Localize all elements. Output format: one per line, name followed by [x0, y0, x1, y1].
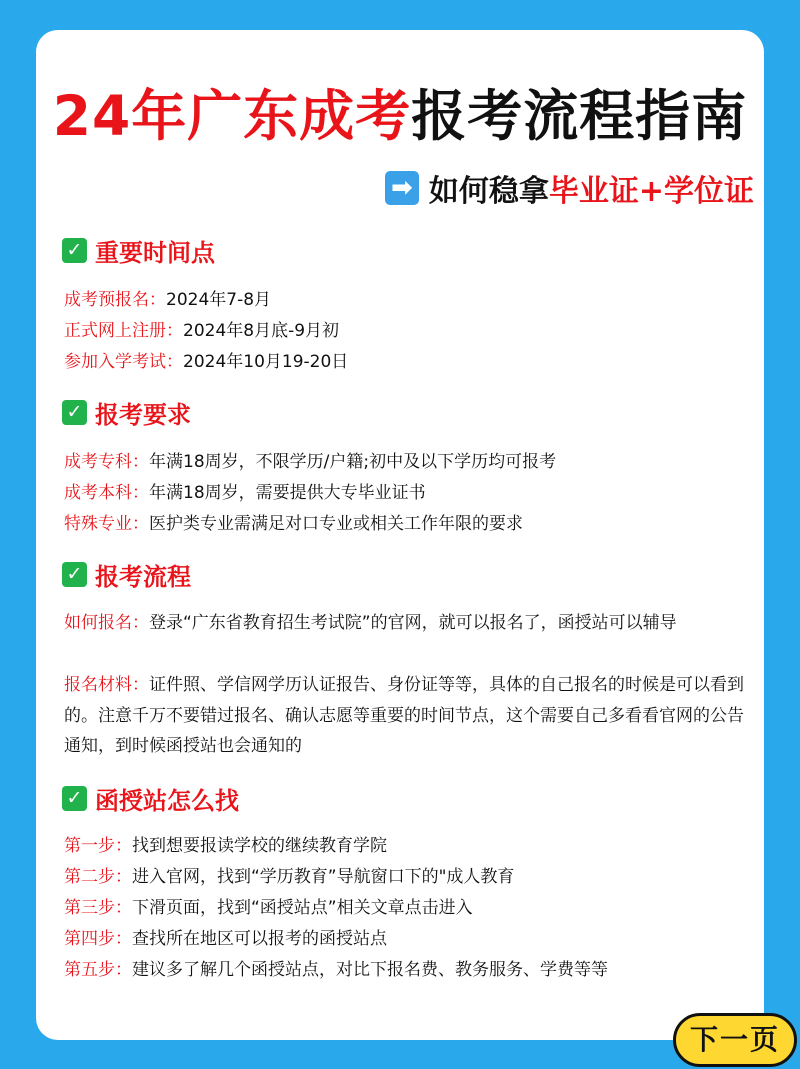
list-item	[64, 316, 744, 347]
list-item	[64, 831, 744, 862]
title-black-part: 报考流程指南	[411, 84, 748, 148]
item-label: 参加入学考试：	[64, 352, 183, 372]
section-heading-process	[62, 557, 191, 591]
item-label: 如何报名：	[64, 613, 149, 633]
list-item	[64, 347, 744, 378]
item-text: 医护类专业需满足对口专业或相关工作年限的要求	[149, 514, 523, 534]
checkmark-icon: ✓	[62, 238, 87, 263]
section-heading-requirements	[62, 395, 191, 429]
subtitle-black-part: 如何稳拿	[428, 174, 549, 209]
subtitle-red-part: 毕业证+学位证	[548, 174, 754, 209]
subtitle	[385, 166, 754, 210]
checkmark-icon: ✓	[62, 562, 87, 587]
item-label: 第五步：	[64, 960, 132, 980]
checkmark-icon: ✓	[62, 786, 87, 811]
section-heading-label: 重要时间点	[95, 238, 215, 267]
item-text: 登录“广东省教育招生考试院”的官网，就可以报名了，函授站可以辅导	[149, 613, 677, 633]
item-label: 第二步：	[64, 867, 132, 887]
item-label: 第四步：	[64, 929, 132, 949]
section-heading-key-dates	[62, 233, 215, 267]
item-text: 2024年7-8月	[166, 290, 272, 310]
item-text: 建议多了解几个函授站点，对比下报名费、教务服务、学费等等	[132, 960, 608, 980]
list-item	[64, 509, 744, 540]
item-label: 成考本科：	[64, 483, 149, 503]
item-text: 年满18周岁，需要提供大专毕业证书	[149, 483, 426, 503]
item-label: 特殊专业：	[64, 514, 149, 534]
list-item	[64, 893, 744, 924]
page-title	[0, 72, 800, 151]
section-heading-find-station	[62, 781, 239, 815]
item-label: 报名材料：	[64, 675, 149, 695]
item-label: 成考专科：	[64, 452, 149, 472]
item-text: 年满18周岁，不限学历/户籍;初中及以下学历均可报考	[149, 452, 557, 472]
item-text: 下滑页面，找到“函授站点”相关文章点击进入	[132, 898, 473, 918]
section-heading-label: 报考要求	[95, 400, 191, 429]
section-heading-label: 报考流程	[95, 562, 191, 591]
list-item	[64, 285, 744, 316]
item-text: 查找所在地区可以报考的函授站点	[132, 929, 387, 949]
section-heading-label: 函授站怎么找	[95, 786, 239, 815]
list-item	[64, 478, 744, 509]
list-item	[64, 608, 744, 639]
list-item	[64, 447, 744, 478]
item-text: 找到想要报读学校的继续教育学院	[132, 836, 387, 856]
item-label: 正式网上注册：	[64, 321, 183, 341]
next-page-button[interactable]: 下一页	[673, 1013, 797, 1067]
item-text: 证件照、学信网学历认证报告、身份证等等，具体的自己报名的时候是可以看到的。注意千万不要错过报名、确认志愿等重要的时间节点，这个需要自己多看看官网的公告通知，到时候函授站也会通知的	[64, 675, 744, 756]
item-label: 成考预报名：	[64, 290, 166, 310]
list-item	[64, 924, 744, 955]
list-item	[64, 670, 744, 762]
list-item	[64, 955, 744, 986]
checkmark-icon: ✓	[62, 400, 87, 425]
arrow-right-icon: ➡	[385, 171, 419, 205]
item-label: 第一步：	[64, 836, 132, 856]
item-text: 进入官网，找到“学历教育”导航窗口下的"成人教育	[132, 867, 515, 887]
list-item	[64, 862, 744, 893]
item-label: 第三步：	[64, 898, 132, 918]
item-text: 2024年8月底-9月初	[183, 321, 340, 341]
title-red-part: 24年广东成考	[52, 84, 412, 148]
item-text: 2024年10月19-20日	[183, 352, 349, 372]
